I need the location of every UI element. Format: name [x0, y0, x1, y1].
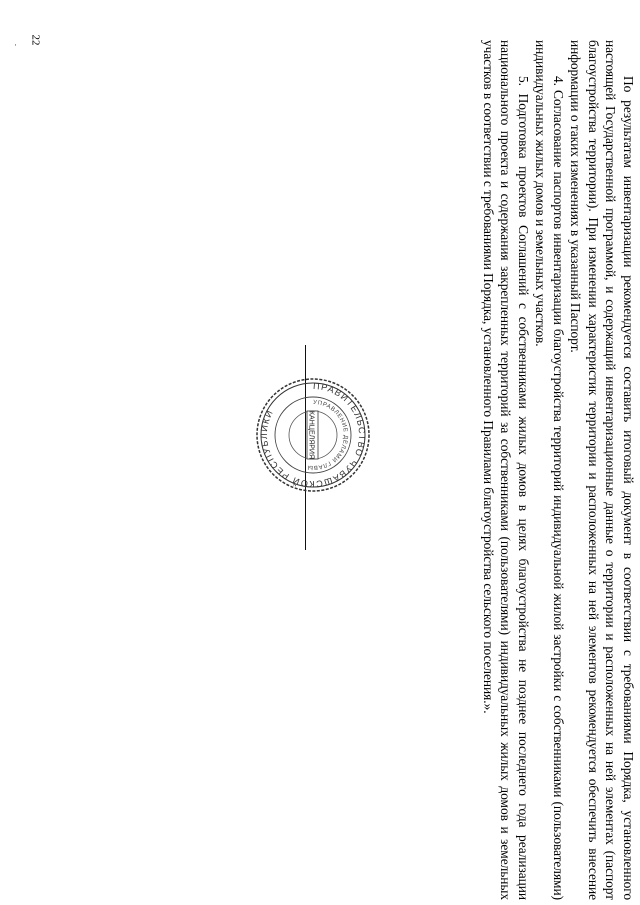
- paragraph-item-4: 4. Согласование паспортов инвентаризации благоустройства территорий индивидуальной жилой застройки с собственниками (пользователями) индивидуальных жилых домов и земельных участков.: [533, 40, 566, 900]
- paragraph-item-5: 5. Подготовка проектов Соглашений с собственниками жилых домов в целях благоустройства не позднее последнего года реализации национального проекта и содержания закрепленных территорий за собственниками (пользователями) индивидуальных жилых домов и земельных участков в соответствии с требованиями Порядка, установленного Правилами благоустройства сельского поселения.».: [481, 40, 531, 900]
- stamp-outer-text: ПРАВИТЕЛЬСТВО ЧУВАШСКОЙ РЕСПУБЛИКИ: [258, 380, 368, 490]
- rotated-text-block: [480, 40, 638, 900]
- scan-speck: ·: [14, 40, 17, 50]
- stamp-seal-graphic: [253, 375, 373, 495]
- stamp-center-text: КАНЦЕЛЯРИЯ: [307, 410, 315, 460]
- page-number: 22: [29, 34, 42, 46]
- stamp-inner-text: УПРАВЛЕНИЕ ДЕЛАМИ ГЛАВЫ: [306, 399, 349, 471]
- paragraph-inventory-results: По результатам инвентаризации рекомендуется составить итоговый документ в соответствии с требованиями Порядка, установленного настоящей Государственной программой, и содержащий инвентаризационные данные о территории и расположенных на ней элементах (паспорт благоустройства территории). При изменении характеристик территории и расположенных на ней элементов рекомендуется обеспечить внесение информации о таких изменениях в указанный Паспорт.: [568, 40, 636, 900]
- official-stamp: [253, 375, 373, 495]
